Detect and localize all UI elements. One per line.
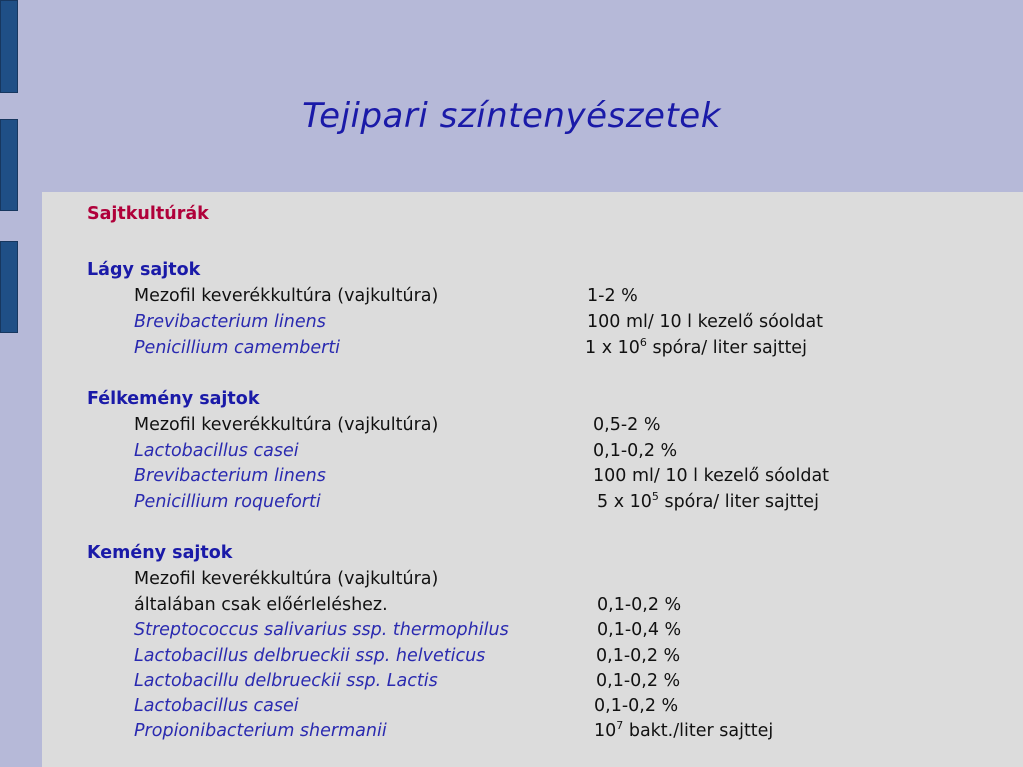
culture-value: 1 x $10^6$ spóra/ liter sajttej xyxy=(585,336,807,358)
culture-value: 0,1-0,4 % xyxy=(597,620,682,640)
culture-name: Lactobacillus casei xyxy=(134,696,299,716)
hard-heading: Kemény sajtok xyxy=(87,543,233,563)
hard-row xyxy=(42,671,1023,695)
semi-hard-row xyxy=(42,441,1023,465)
culture-name: Lactobacillu delbrueckii ssp. Lactis xyxy=(134,671,438,691)
culture-value: 0,1-0,2 % xyxy=(596,646,681,666)
culture-value: 100 ml/ 10 l kezelő sóoldat xyxy=(593,466,830,486)
semi-hard-row xyxy=(42,415,1023,439)
hard-row xyxy=(42,569,1023,593)
culture-name: Brevibacterium linens xyxy=(134,312,326,332)
hard-row xyxy=(42,620,1023,644)
culture-name: Brevibacterium linens xyxy=(134,466,326,486)
soft-row xyxy=(42,338,1023,362)
culture-name: általában csak előérleléshez. xyxy=(134,595,388,615)
soft-row xyxy=(42,312,1023,336)
soft-row xyxy=(42,286,1023,310)
semi-hard-heading: Félkemény sajtok xyxy=(87,389,260,409)
side-bar-top xyxy=(0,0,18,93)
culture-value: 0,1-0,2 % xyxy=(597,595,682,615)
culture-value: $10^7$ bakt./liter sajttej xyxy=(594,719,774,741)
content-panel xyxy=(42,192,1023,767)
side-bar-bottom xyxy=(0,241,18,333)
main-heading: Sajtkultúrák xyxy=(87,204,209,224)
culture-name: Penicillium roqueforti xyxy=(134,492,321,512)
hard-row xyxy=(42,646,1023,670)
culture-value: 1-2 % xyxy=(587,286,638,306)
semi-hard-row xyxy=(42,466,1023,490)
main-heading-line xyxy=(42,204,1023,228)
culture-value: 5 x $10^5$ spóra/ liter sajttej xyxy=(597,490,819,512)
culture-value: 0,1-0,2 % xyxy=(596,671,681,691)
culture-value: 100 ml/ 10 l kezelő sóoldat xyxy=(587,312,824,332)
culture-name: Streptococcus salivarius ssp. thermophilus xyxy=(134,620,509,640)
soft-heading: Lágy sajtok xyxy=(87,260,201,280)
semi-hard-heading-line xyxy=(42,389,1023,413)
culture-name: Mezofil keverékkultúra (vajkultúra) xyxy=(134,286,439,306)
culture-name: Mezofil keverékkultúra (vajkultúra) xyxy=(134,569,439,589)
hard-row xyxy=(42,696,1023,720)
culture-value: 0,5-2 % xyxy=(593,415,661,435)
culture-name: Propionibacterium shermanii xyxy=(134,721,387,741)
hard-row xyxy=(42,595,1023,619)
culture-name: Lactobacillus casei xyxy=(134,441,299,461)
culture-name: Penicillium camemberti xyxy=(134,338,341,358)
soft-heading-line xyxy=(42,260,1023,284)
culture-value: 0,1-0,2 % xyxy=(594,696,679,716)
culture-value: 0,1-0,2 % xyxy=(593,441,678,461)
hard-row xyxy=(42,721,1023,745)
semi-hard-row xyxy=(42,492,1023,516)
culture-name: Lactobacillus delbrueckii ssp. helveticus xyxy=(134,646,486,666)
hard-heading-line xyxy=(42,543,1023,567)
culture-name: Mezofil keverékkultúra (vajkultúra) xyxy=(134,415,439,435)
slide-title: Tejipari színtenyészetek xyxy=(302,96,721,136)
